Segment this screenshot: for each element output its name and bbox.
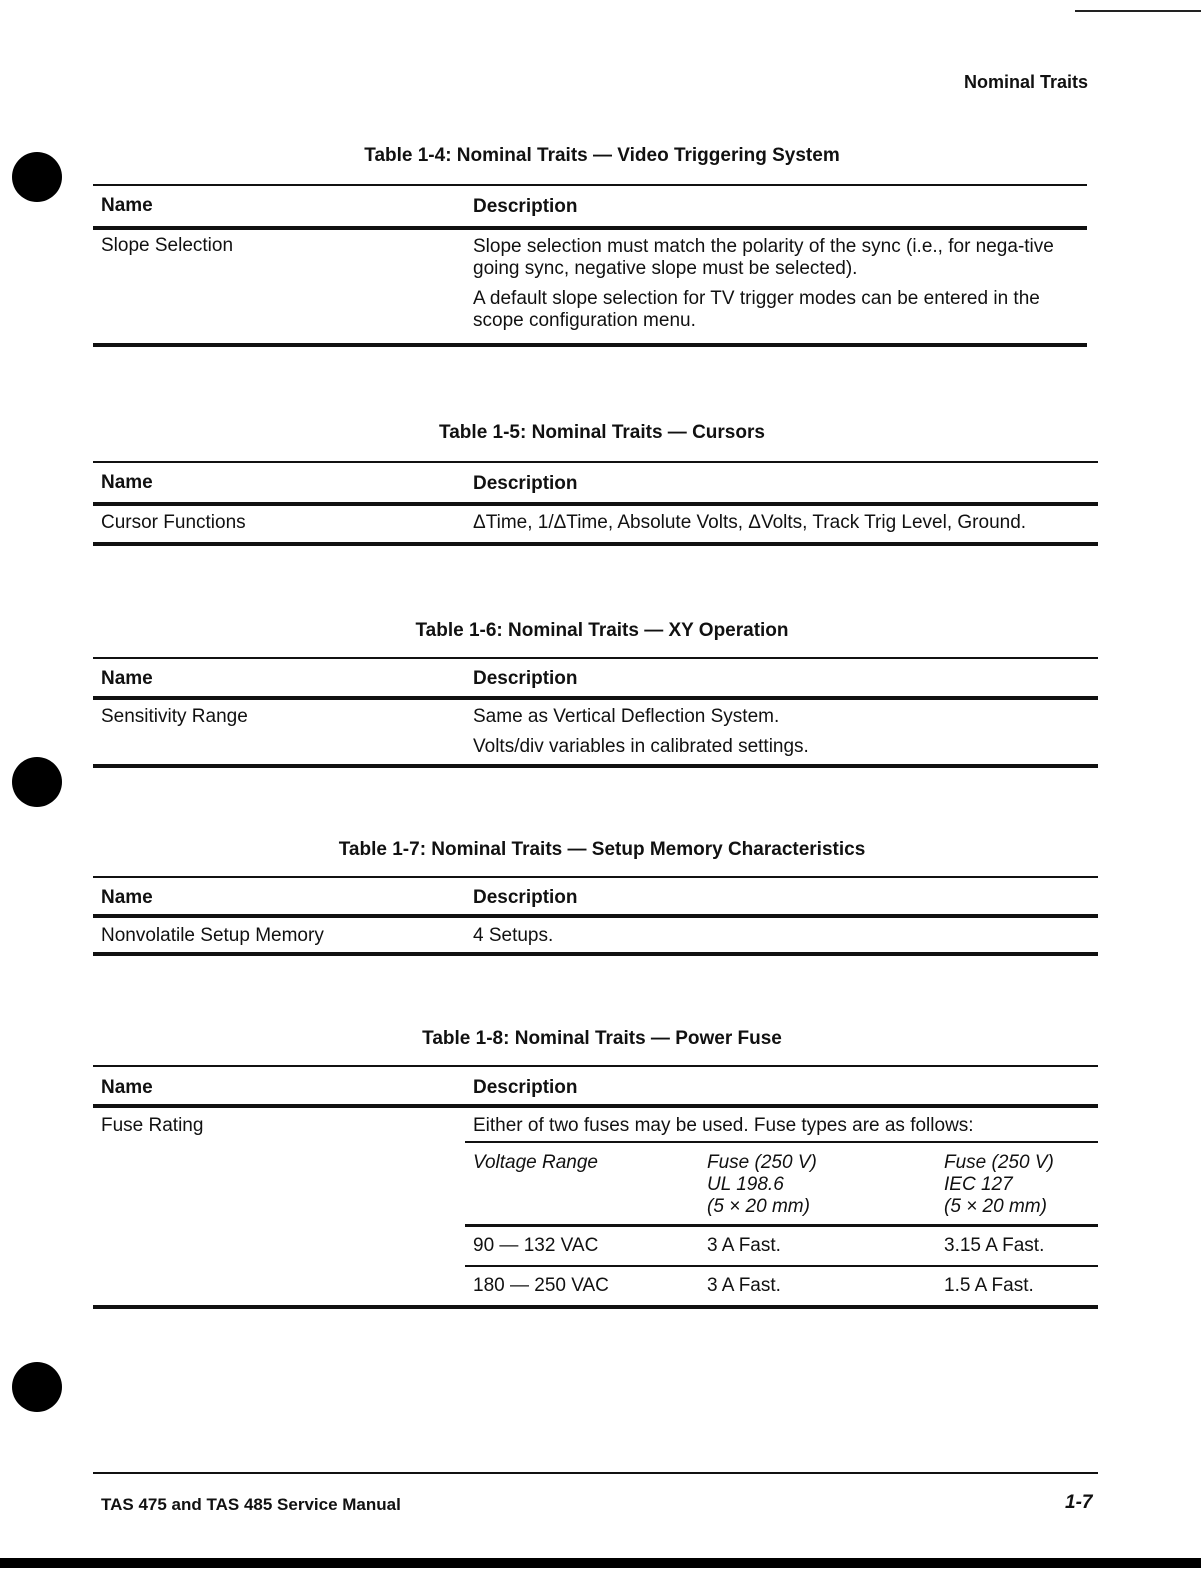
row-name: Nonvolatile Setup Memory	[101, 925, 324, 946]
subtable-cell-voltage: 180 — 250 VAC	[473, 1275, 609, 1296]
table-top-rule	[93, 1065, 1098, 1067]
subtable-header-ul-fuse: Fuse (250 V)	[707, 1152, 817, 1173]
row-description: Either of two fuses may be used. Fuse types are as follows:	[473, 1115, 974, 1136]
binder-hole-bottom	[12, 1362, 62, 1412]
description-column-header: Description	[473, 196, 578, 217]
subtable-header-ul-size: (5 × 20 mm)	[707, 1196, 810, 1217]
page-number: 1-7	[1065, 1492, 1093, 1513]
table-bottom-rule	[93, 764, 1098, 768]
name-column-header: Name	[101, 195, 153, 216]
table-bottom-rule	[93, 952, 1098, 956]
table-caption: Table 1-4: Nominal Traits — Video Triggering System	[364, 145, 840, 166]
header-rule	[93, 914, 1098, 918]
subtable-header-iec-fuse: Fuse (250 V)	[944, 1152, 1054, 1173]
subtable-header-voltage: Voltage Range	[473, 1152, 599, 1173]
table-top-rule	[93, 184, 1087, 186]
table-top-rule	[93, 461, 1098, 463]
row-description: A default slope selection for TV trigger modes can be entered in the scope configuration menu.	[473, 288, 1040, 331]
description-column-header: Description	[473, 668, 578, 689]
name-column-header: Name	[101, 1077, 153, 1098]
running-header: Nominal Traits	[963, 72, 1088, 92]
description-column-header: Description	[473, 1077, 578, 1098]
table-bottom-rule	[93, 343, 1087, 347]
table-bottom-rule	[93, 542, 1098, 546]
subtable-cell-ul: 3 A Fast.	[707, 1275, 781, 1296]
subtable-header-iec-size: (5 × 20 mm)	[944, 1196, 1047, 1217]
top-edge-rule	[1075, 10, 1201, 12]
table-top-rule	[93, 876, 1098, 878]
header-rule	[93, 696, 1098, 700]
description-column-header: Description	[473, 887, 578, 908]
table-caption: Table 1-7: Nominal Traits — Setup Memory Characteristics	[338, 839, 866, 860]
subtable-row-rule	[465, 1265, 1098, 1267]
bottom-scan-bar	[0, 1558, 1201, 1568]
binder-hole-middle	[12, 757, 62, 807]
header-rule	[93, 502, 1098, 506]
subtable-header-rule	[465, 1224, 1098, 1227]
header-rule	[93, 1104, 1098, 1108]
row-description: Same as Vertical Deflection System.	[473, 706, 780, 727]
binder-hole-top	[12, 152, 62, 202]
name-column-header: Name	[101, 668, 153, 689]
table-caption: Table 1-5: Nominal Traits — Cursors	[439, 422, 765, 443]
row-description: ΔTime, 1/ΔTime, Absolute Volts, ΔVolts, Track Trig Level, Ground.	[473, 512, 1027, 533]
table-caption: Table 1-6: Nominal Traits — XY Operation	[415, 620, 789, 641]
name-column-header: Name	[101, 472, 153, 493]
row-description: 4 Setups.	[473, 925, 554, 946]
subtable-cell-iec: 1.5 A Fast.	[944, 1275, 1034, 1296]
subtable-cell-ul: 3 A Fast.	[707, 1235, 781, 1256]
row-name: Slope Selection	[101, 235, 234, 256]
subtable-header-iec-standard: IEC 127	[944, 1174, 1013, 1195]
name-column-header: Name	[101, 887, 153, 908]
table-top-rule	[93, 657, 1098, 659]
manual-title: TAS 475 and TAS 485 Service Manual	[101, 1495, 401, 1514]
subtable-cell-voltage: 90 — 132 VAC	[473, 1235, 599, 1256]
header-rule	[93, 226, 1087, 230]
row-name: Sensitivity Range	[101, 706, 248, 727]
footer-rule	[93, 1472, 1098, 1474]
subtable-cell-iec: 3.15 A Fast.	[944, 1235, 1045, 1256]
row-description: Slope selection must match the polarity of the sync (i.e., for nega-tive going sync, negative slope must be selected).	[473, 236, 1054, 279]
subtable-header-ul-standard: UL 198.6	[707, 1174, 784, 1195]
table-caption: Table 1-8: Nominal Traits — Power Fuse	[422, 1028, 782, 1049]
row-name: Fuse Rating	[101, 1115, 204, 1136]
row-name: Cursor Functions	[101, 512, 246, 533]
row-description: Volts/div variables in calibrated settings.	[473, 736, 809, 757]
table-bottom-rule	[93, 1305, 1098, 1309]
description-column-header: Description	[473, 473, 578, 494]
subtable-top-rule	[465, 1141, 1098, 1143]
